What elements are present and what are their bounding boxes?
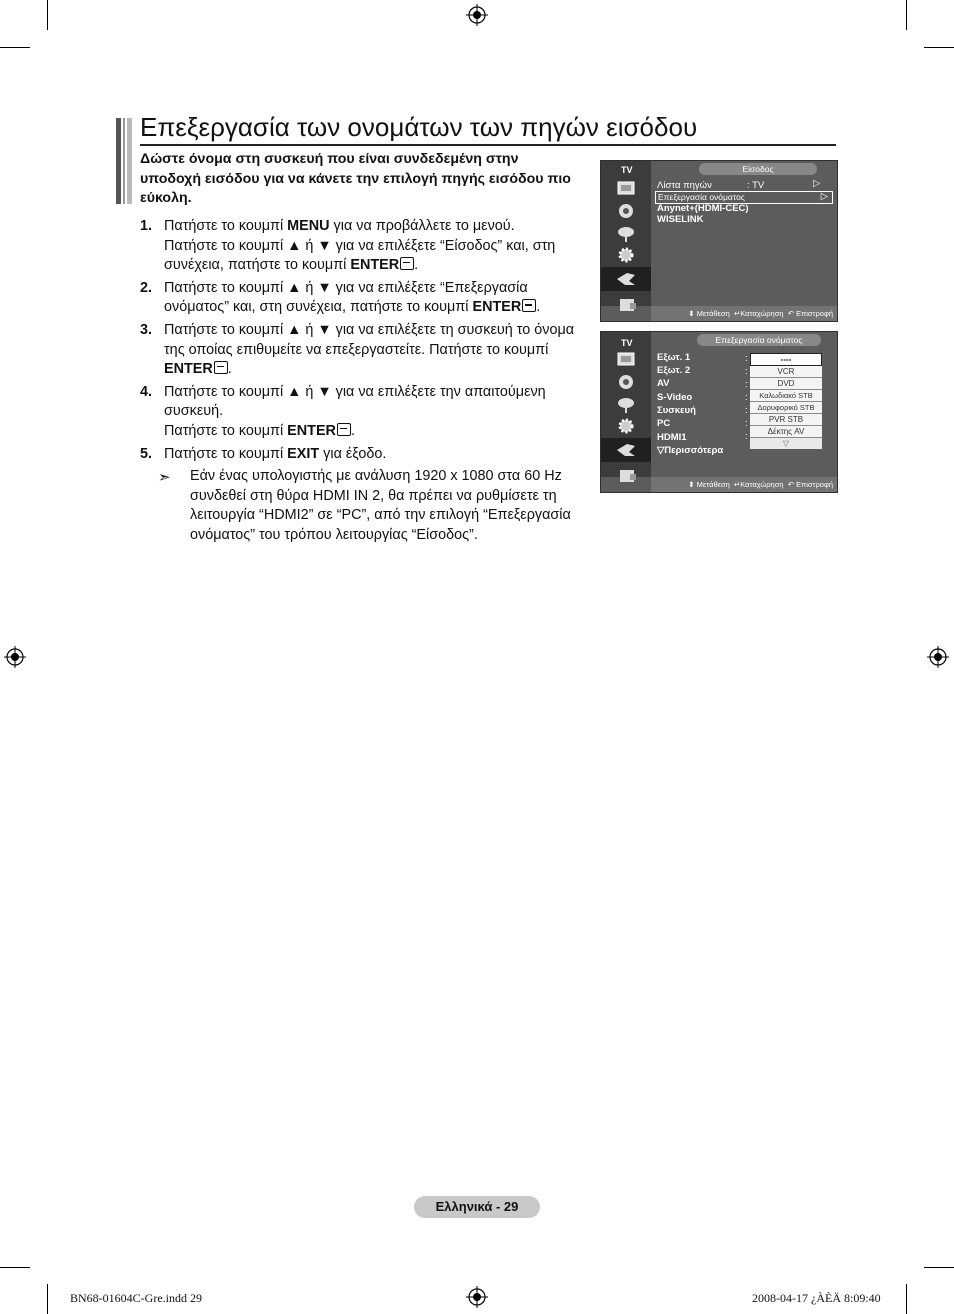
step-text: Πατήστε το κουμπί <box>164 445 288 462</box>
step-3 <box>140 321 590 380</box>
enter-icon <box>522 299 536 312</box>
option-av-receiver[interactable]: Δέκτης AV <box>750 426 822 438</box>
step-text: . <box>350 422 355 439</box>
tv-menu-sidebar <box>601 332 651 477</box>
registration-mark-icon <box>927 646 949 668</box>
menu-item-pc[interactable]: PC <box>657 418 671 429</box>
steps-list <box>140 217 590 546</box>
print-footer-left: BN68-01604C-Gre.indd 29 <box>70 1291 202 1305</box>
option-none[interactable]: ---- <box>750 353 822 366</box>
menu-item-label: Λίστα πηγών <box>657 180 712 191</box>
options-more-icon[interactable]: ▽ <box>750 438 822 449</box>
step-number: 5. <box>140 445 153 462</box>
menu-item-wiselink[interactable]: WISELINK <box>657 214 704 225</box>
step-4 <box>140 383 590 442</box>
menu-item-anynet[interactable]: Anynet+(HDMI-CEC) <box>657 203 749 214</box>
step-text: . <box>536 299 541 316</box>
menu-footer <box>651 306 837 321</box>
crop-mark <box>924 1267 954 1268</box>
registration-mark-icon <box>466 1286 488 1308</box>
exit-key: EXIT <box>287 445 320 462</box>
step-text: Πατήστε το κουμπί ▲ ή ▼ για να επιλέξετε “Είσοδος” και, στη συνέχεια, πατήστε το κουμπί <box>164 237 556 274</box>
intro-text: Δώστε όνομα στη συσκευή που είναι συνδεδεμένη στην υποδοχή εισόδου για να κάνετε την επιλογή πηγής εισόδου πιο εύκολη. <box>140 151 571 206</box>
step-1 <box>140 217 590 276</box>
menu-item-source-list[interactable] <box>657 180 712 191</box>
enter-icon <box>337 423 351 436</box>
arrow-right-icon: ▷ <box>820 191 828 202</box>
step-number: 2. <box>140 279 153 296</box>
footer-enter: Καταχώρηση <box>740 480 784 489</box>
tv-menu-input <box>600 160 838 322</box>
registration-mark-icon <box>4 646 26 668</box>
step-text: για να προβάλλετε το μενού. <box>329 218 515 234</box>
picture-icon <box>608 350 644 370</box>
return-icon: ↶ <box>787 309 794 318</box>
crop-mark <box>924 47 954 48</box>
sound-icon <box>608 372 644 392</box>
step-text: Πατήστε το κουμπί <box>164 422 288 439</box>
step-number: 1. <box>140 218 153 234</box>
tv-label: TV <box>621 338 633 348</box>
page-title: Επεξεργασία των ονομάτων των πηγών εισόδου <box>140 112 698 142</box>
picture-icon <box>608 179 644 199</box>
footer-return: Επιστροφή <box>796 309 833 318</box>
registration-mark-icon <box>466 4 488 26</box>
menu-item-ext2[interactable]: Εξωτ. 2 <box>657 365 691 376</box>
step-number: 4. <box>140 383 153 400</box>
step-text: Πατήστε το κουμπί ▲ ή ▼ για να επιλέξετε την απαιτούμενη συσκευή. <box>164 383 546 420</box>
crop-mark <box>0 1267 30 1268</box>
menu-header: Επεξεργασία ονόματος <box>697 334 821 346</box>
option-vcr[interactable]: VCR <box>750 366 822 378</box>
enter-key: ENTER <box>287 422 336 439</box>
menu-item-more[interactable]: ▽Περισσότερα <box>657 445 724 456</box>
print-footer-right: 2008-04-17 ¿ÀÈÄ 8:09:40 <box>752 1291 881 1305</box>
option-cable-stb[interactable]: Καλωδιακό STB <box>750 390 822 402</box>
option-sat-stb[interactable]: Δορυφορικό STB <box>750 402 822 414</box>
step-text: Πατήστε το κουμπί ▲ ή ▼ για να επιλέξετε τη συσκευή το όνομα της οποίας επιθυμείτε να επεξεργαστείτε. Πατήστε το κουμπί <box>164 321 575 358</box>
step-5 <box>140 445 590 465</box>
menu-item-component[interactable]: Συσκευή <box>657 405 696 416</box>
menu-item-av[interactable]: AV <box>657 378 670 389</box>
arrow-right-icon: ▷ <box>813 178 821 189</box>
channel-icon <box>608 394 644 414</box>
note-arrow-icon: ➣ <box>158 469 171 487</box>
crop-mark <box>47 0 48 30</box>
enter-key: ENTER <box>164 361 213 378</box>
menu-key: MENU <box>287 218 330 234</box>
step-text: . <box>414 257 419 274</box>
setup-icon <box>608 245 644 265</box>
menu-item-label: Επεξεργασία ονόματος <box>658 192 745 202</box>
colon-column: : : : : : : : <box>745 353 748 442</box>
note-text: Εάν ένας υπολογιστής με ανάλυση 1920 x 1080 στα 60 Hz συνδεθεί στη θύρα HDMI IN 2, θα πρέπει να ρυθμίσετε τη λειτουργία “HDMI2” σε “PC”, από την επιλογή “Επεξεργασία ονόματος” του τρόπου λειτουργίας “Είσοδος”. <box>190 468 571 543</box>
step-text: Πατήστε το κουμπί <box>164 218 288 234</box>
enter-icon: ↵ <box>733 309 741 318</box>
enter-icon <box>400 257 414 270</box>
menu-item-hdmi1[interactable]: HDMI1 <box>657 432 687 443</box>
footer-return: Επιστροφή <box>796 480 833 489</box>
setup-icon <box>608 416 644 436</box>
step-text: . <box>227 361 232 378</box>
tv-menu-sidebar <box>601 161 651 306</box>
step-text: Πατήστε το κουμπί ▲ ή ▼ για να επιλέξετε “Επεξεργασία ονόματος” και, στη συνέχεια, πατήστε το κουμπί <box>164 279 528 316</box>
application-icon <box>608 466 644 486</box>
note <box>140 467 590 545</box>
crop-mark <box>906 1284 907 1314</box>
step-2 <box>140 279 590 318</box>
footer-enter: Καταχώρηση <box>740 309 784 318</box>
enter-icon: ↵ <box>733 480 741 489</box>
enter-icon <box>214 361 228 374</box>
option-pvr-stb[interactable]: PVR STB <box>750 414 822 426</box>
footer-move: Μετάθεση <box>696 480 730 489</box>
step-number: 3. <box>140 321 153 338</box>
channel-icon <box>608 223 644 243</box>
crop-mark <box>47 1284 48 1314</box>
menu-item-value: : TV <box>747 180 765 191</box>
menu-header: Είσοδος <box>699 163 817 175</box>
return-icon: ↶ <box>787 480 794 489</box>
move-icon: ⬍ <box>688 480 695 489</box>
step-text: για έξοδο. <box>319 445 387 462</box>
application-icon <box>608 295 644 315</box>
option-dvd[interactable]: DVD <box>750 378 822 390</box>
enter-key: ENTER <box>350 257 400 274</box>
footer-move: Μετάθεση <box>696 309 730 318</box>
tv-label: TV <box>621 165 633 175</box>
menu-item-ext1[interactable]: Εξωτ. 1 <box>657 352 691 363</box>
title-rule <box>140 144 836 146</box>
input-icon <box>601 438 651 462</box>
crop-mark <box>0 47 30 48</box>
move-icon: ⬍ <box>688 309 695 318</box>
input-icon <box>601 267 651 291</box>
device-name-options <box>750 353 822 449</box>
enter-key: ENTER <box>472 299 522 316</box>
menu-footer <box>651 477 837 492</box>
page-number-badge: Ελληνικά - 29 <box>414 1196 540 1218</box>
title-accent-bar <box>116 118 132 204</box>
menu-item-svideo[interactable]: S-Video <box>657 392 693 403</box>
sound-icon <box>608 201 644 221</box>
crop-mark <box>906 0 907 30</box>
